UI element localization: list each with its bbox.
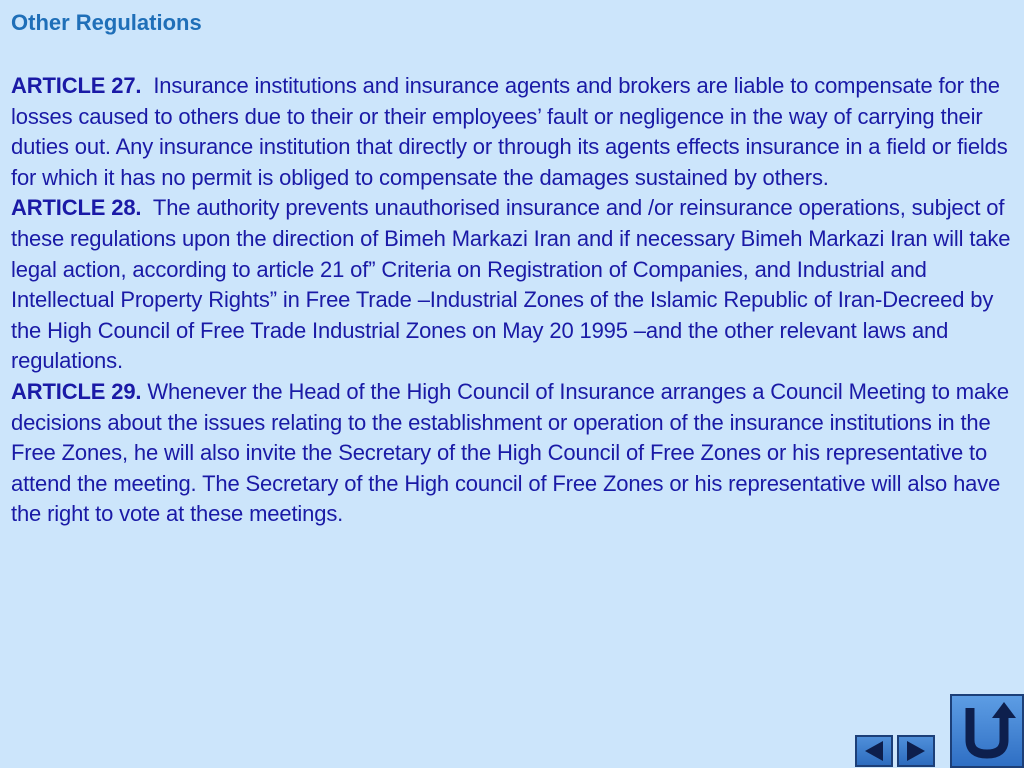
return-u-turn-icon [952, 696, 1022, 766]
article-body [11, 71, 1017, 530]
article-number: ARTICLE 27. [11, 73, 142, 98]
article-text: Whenever the Head of the High Council of Insurance arranges a Council Meeting to make decisions about the issues relating to the establishment or operation of the insurance institutions in the Free Zones, he will also invite the Secretary of the High Council of Free Zones or his representative to attend the meeting. The Secretary of the High council of Free Zones or his representative will also have the right to vote at these meetings. [11, 378, 1009, 527]
page-title: Other Regulations [11, 10, 202, 35]
return-button[interactable] [950, 694, 1024, 768]
article-29 [11, 377, 1017, 530]
article-number: ARTICLE 29. [11, 378, 142, 404]
previous-slide-button[interactable] [855, 735, 893, 767]
arrow-right-icon [899, 737, 933, 765]
arrow-left-icon [857, 737, 891, 765]
article-text: Insurance institutions and insurance agents and brokers are liable to compensate for the losses caused to others due to their or their employees’ fault or negligence in the way of carrying their duties out. Any insurance institution that directly or through its agents effects insurance in a field or fields for which it has no permit is obliged to compensate the damages sustained by others. [11, 73, 1008, 190]
article-28 [11, 193, 1017, 377]
article-27 [11, 71, 1017, 193]
next-slide-button[interactable] [897, 735, 935, 767]
article-text: The authority prevents unauthorised insurance and /or reinsurance operations, subject of these regulations upon the direction of Bimeh Markazi Iran and if necessary Bimeh Markazi Iran will take legal action, according to article 21 of” Criteria on Registration of Companies, and Industrial and Intellectual Property Rights” in Free Trade –Industrial Zones of the Islamic Republic of Iran-Decreed by the High Council of Free Trade Industrial Zones on May 20 1995 –and the other relevant laws and regulations. [11, 195, 1011, 374]
article-number: ARTICLE 28. [11, 195, 142, 221]
